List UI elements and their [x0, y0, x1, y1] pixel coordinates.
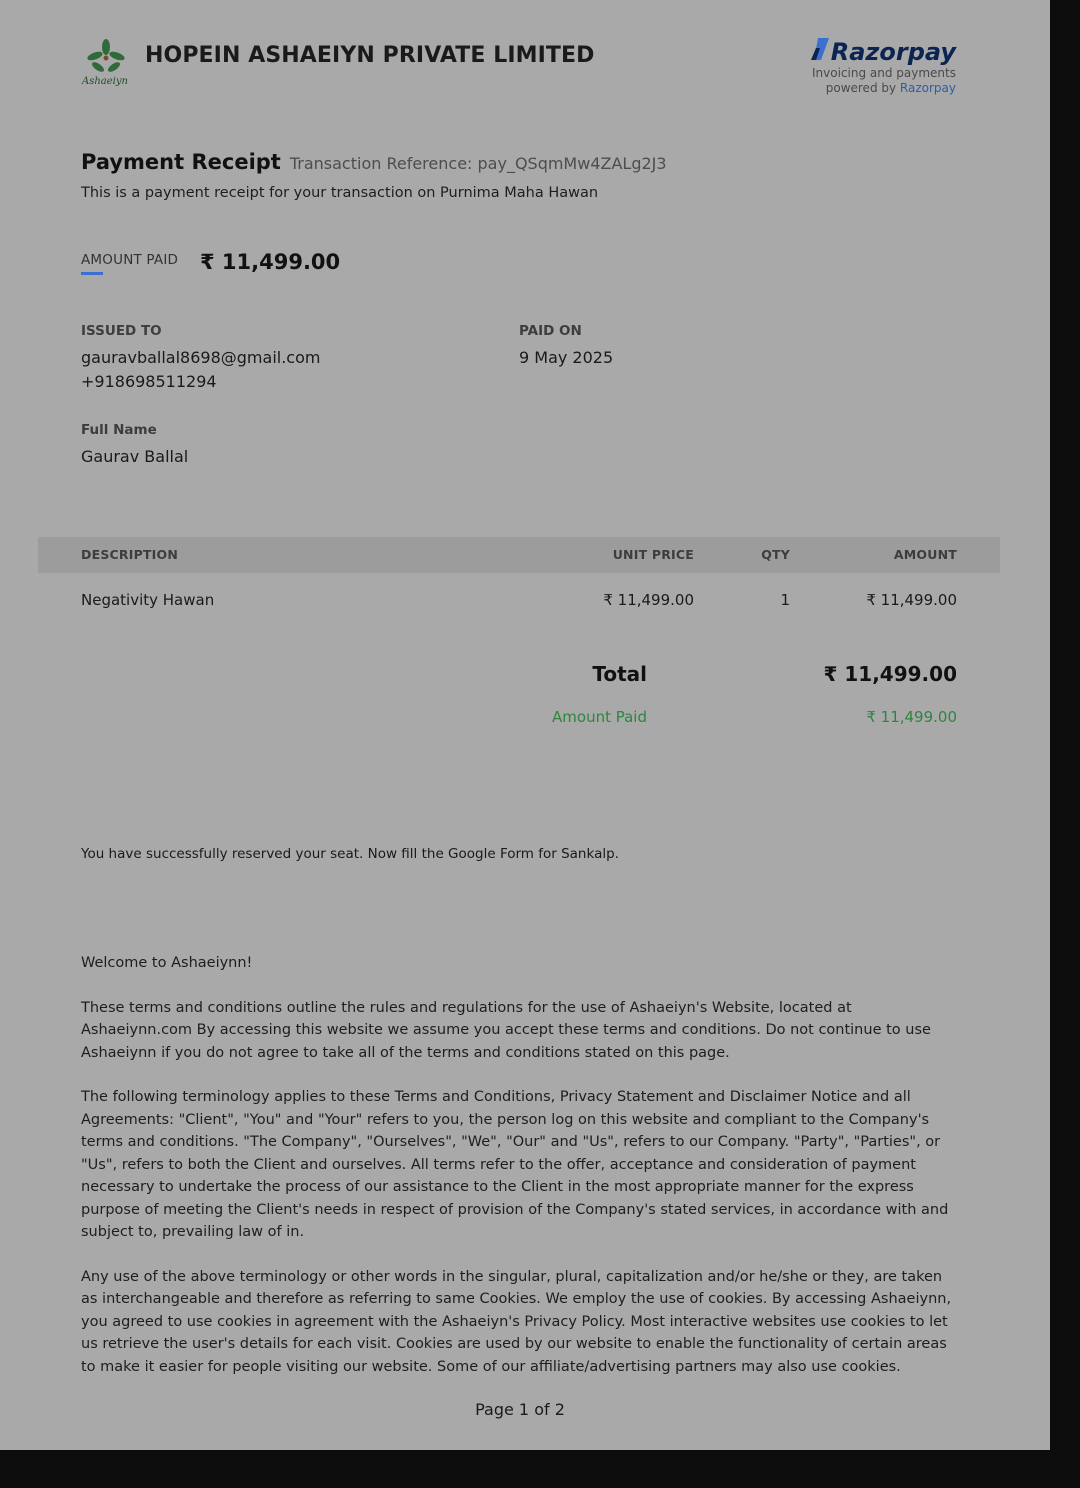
receipt-title: Payment Receipt: [81, 150, 281, 174]
amount-paid-summary-value: ₹ 11,499.00: [866, 708, 957, 726]
row-amount: ₹ 11,499.00: [866, 591, 957, 609]
terms-paragraph: The following terminology applies to these Terms and Conditions, Privacy Statement and Disclaimer Notice and all Agreements: "Client", "You" and "Your" refers to you, the person log on this website and compliant to the Company's terms and conditions. "The Company", "Ourselves", "We", "Our" and "Us", refers to our Company. "Party", "Parties", or "Us", refers to both the Client and ourselves. All terms refer to the offer, acceptance and consideration of payment necessary to undertake the process of our assistance to the Client in the most appropriate manner for the express purpose of meeting the Client's needs in respect of provision of the Company's stated services, in accordance with and subject to, prevailing law of in.: [81, 1089, 949, 1240]
row-description: Negativity Hawan: [81, 591, 215, 609]
logo-wordmark: Ashaeiyn: [82, 76, 128, 87]
column-header-amount: AMOUNT: [893, 547, 957, 562]
terms-paragraph: Any use of the above terminology or other words in the singular, plural, capitalization and/or he/she or they, are taken as interchangeable and therefore as referring to same Cookies. We employ the use of cookies. By accessing Ashaeiynn, you agreed to use cookies in agreement with the Ashaeiyn's Privacy Policy. Most interactive websites use cookies to let us retrieve the user's details for each visit. Cookies are used by our website to enable the functionality of certain areas to make it easier for people visiting our website. Some of our affiliate/advertising partners may also use cookies.: [81, 1268, 952, 1375]
powered-by-text: powered by: [825, 81, 897, 95]
items-table-header: [38, 537, 1000, 573]
receipt-subtitle: This is a payment receipt for your transaction on Purnima Maha Hawan: [81, 185, 599, 201]
total-value: ₹ 11,499.00: [823, 662, 957, 686]
reservation-note: You have successfully reserved your seat. Now fill the Google Form for Sankalp.: [81, 846, 619, 862]
company-name: HOPEIN ASHAEIYN PRIVATE LIMITED: [145, 43, 595, 68]
issued-to-label: ISSUED TO: [81, 323, 162, 339]
razorpay-logo-icon: [811, 38, 829, 66]
terms-welcome: Welcome to Ashaeiynn!: [81, 955, 253, 971]
razorpay-wordmark: Razorpay: [830, 38, 956, 66]
razorpay-link[interactable]: Razorpay: [899, 81, 956, 95]
issued-to-phone: +918698511294: [81, 372, 217, 391]
powered-by-line: [811, 81, 956, 96]
amount-paid-value: ₹ 11,499.00: [200, 250, 341, 274]
transaction-reference: Transaction Reference: pay_QSqmMw4ZALg2J3: [289, 154, 667, 173]
receipt-title-row: [81, 150, 667, 174]
terms-section: [81, 952, 961, 1400]
amount-paid-underline: [81, 272, 103, 275]
full-name-label: Full Name: [81, 422, 157, 438]
total-label: Total: [592, 662, 647, 686]
amount-paid-summary-label: Amount Paid: [552, 708, 647, 726]
row-unit-price: ₹ 11,499.00: [603, 591, 694, 609]
razorpay-logo: [811, 38, 956, 66]
paid-on-label: PAID ON: [519, 323, 582, 339]
full-name-value: Gaurav Ballal: [81, 447, 189, 466]
column-header-description: DESCRIPTION: [81, 547, 178, 562]
razorpay-tagline: Invoicing and payments: [812, 66, 956, 80]
amount-paid-label: AMOUNT PAID: [81, 252, 179, 268]
razorpay-branding: [811, 38, 956, 96]
terms-paragraph: These terms and conditions outline the rules and regulations for the use of Ashaeiyn's Website, located at Ashaeiynn.com By accessing this website we assume you accept these terms and conditions. Do not continue to use Ashaeiynn if you do not agree to take all of the terms and conditions stated on this page.: [81, 999, 931, 1061]
issued-to-email[interactable]: gauravballal8698@gmail.com: [81, 348, 321, 367]
row-qty: 1: [780, 591, 790, 609]
column-header-qty: QTY: [761, 547, 790, 562]
paid-on-value: 9 May 2025: [519, 348, 614, 367]
page-indicator: Page 1 of 2: [475, 1400, 565, 1419]
column-header-unit-price: UNIT PRICE: [612, 547, 694, 562]
